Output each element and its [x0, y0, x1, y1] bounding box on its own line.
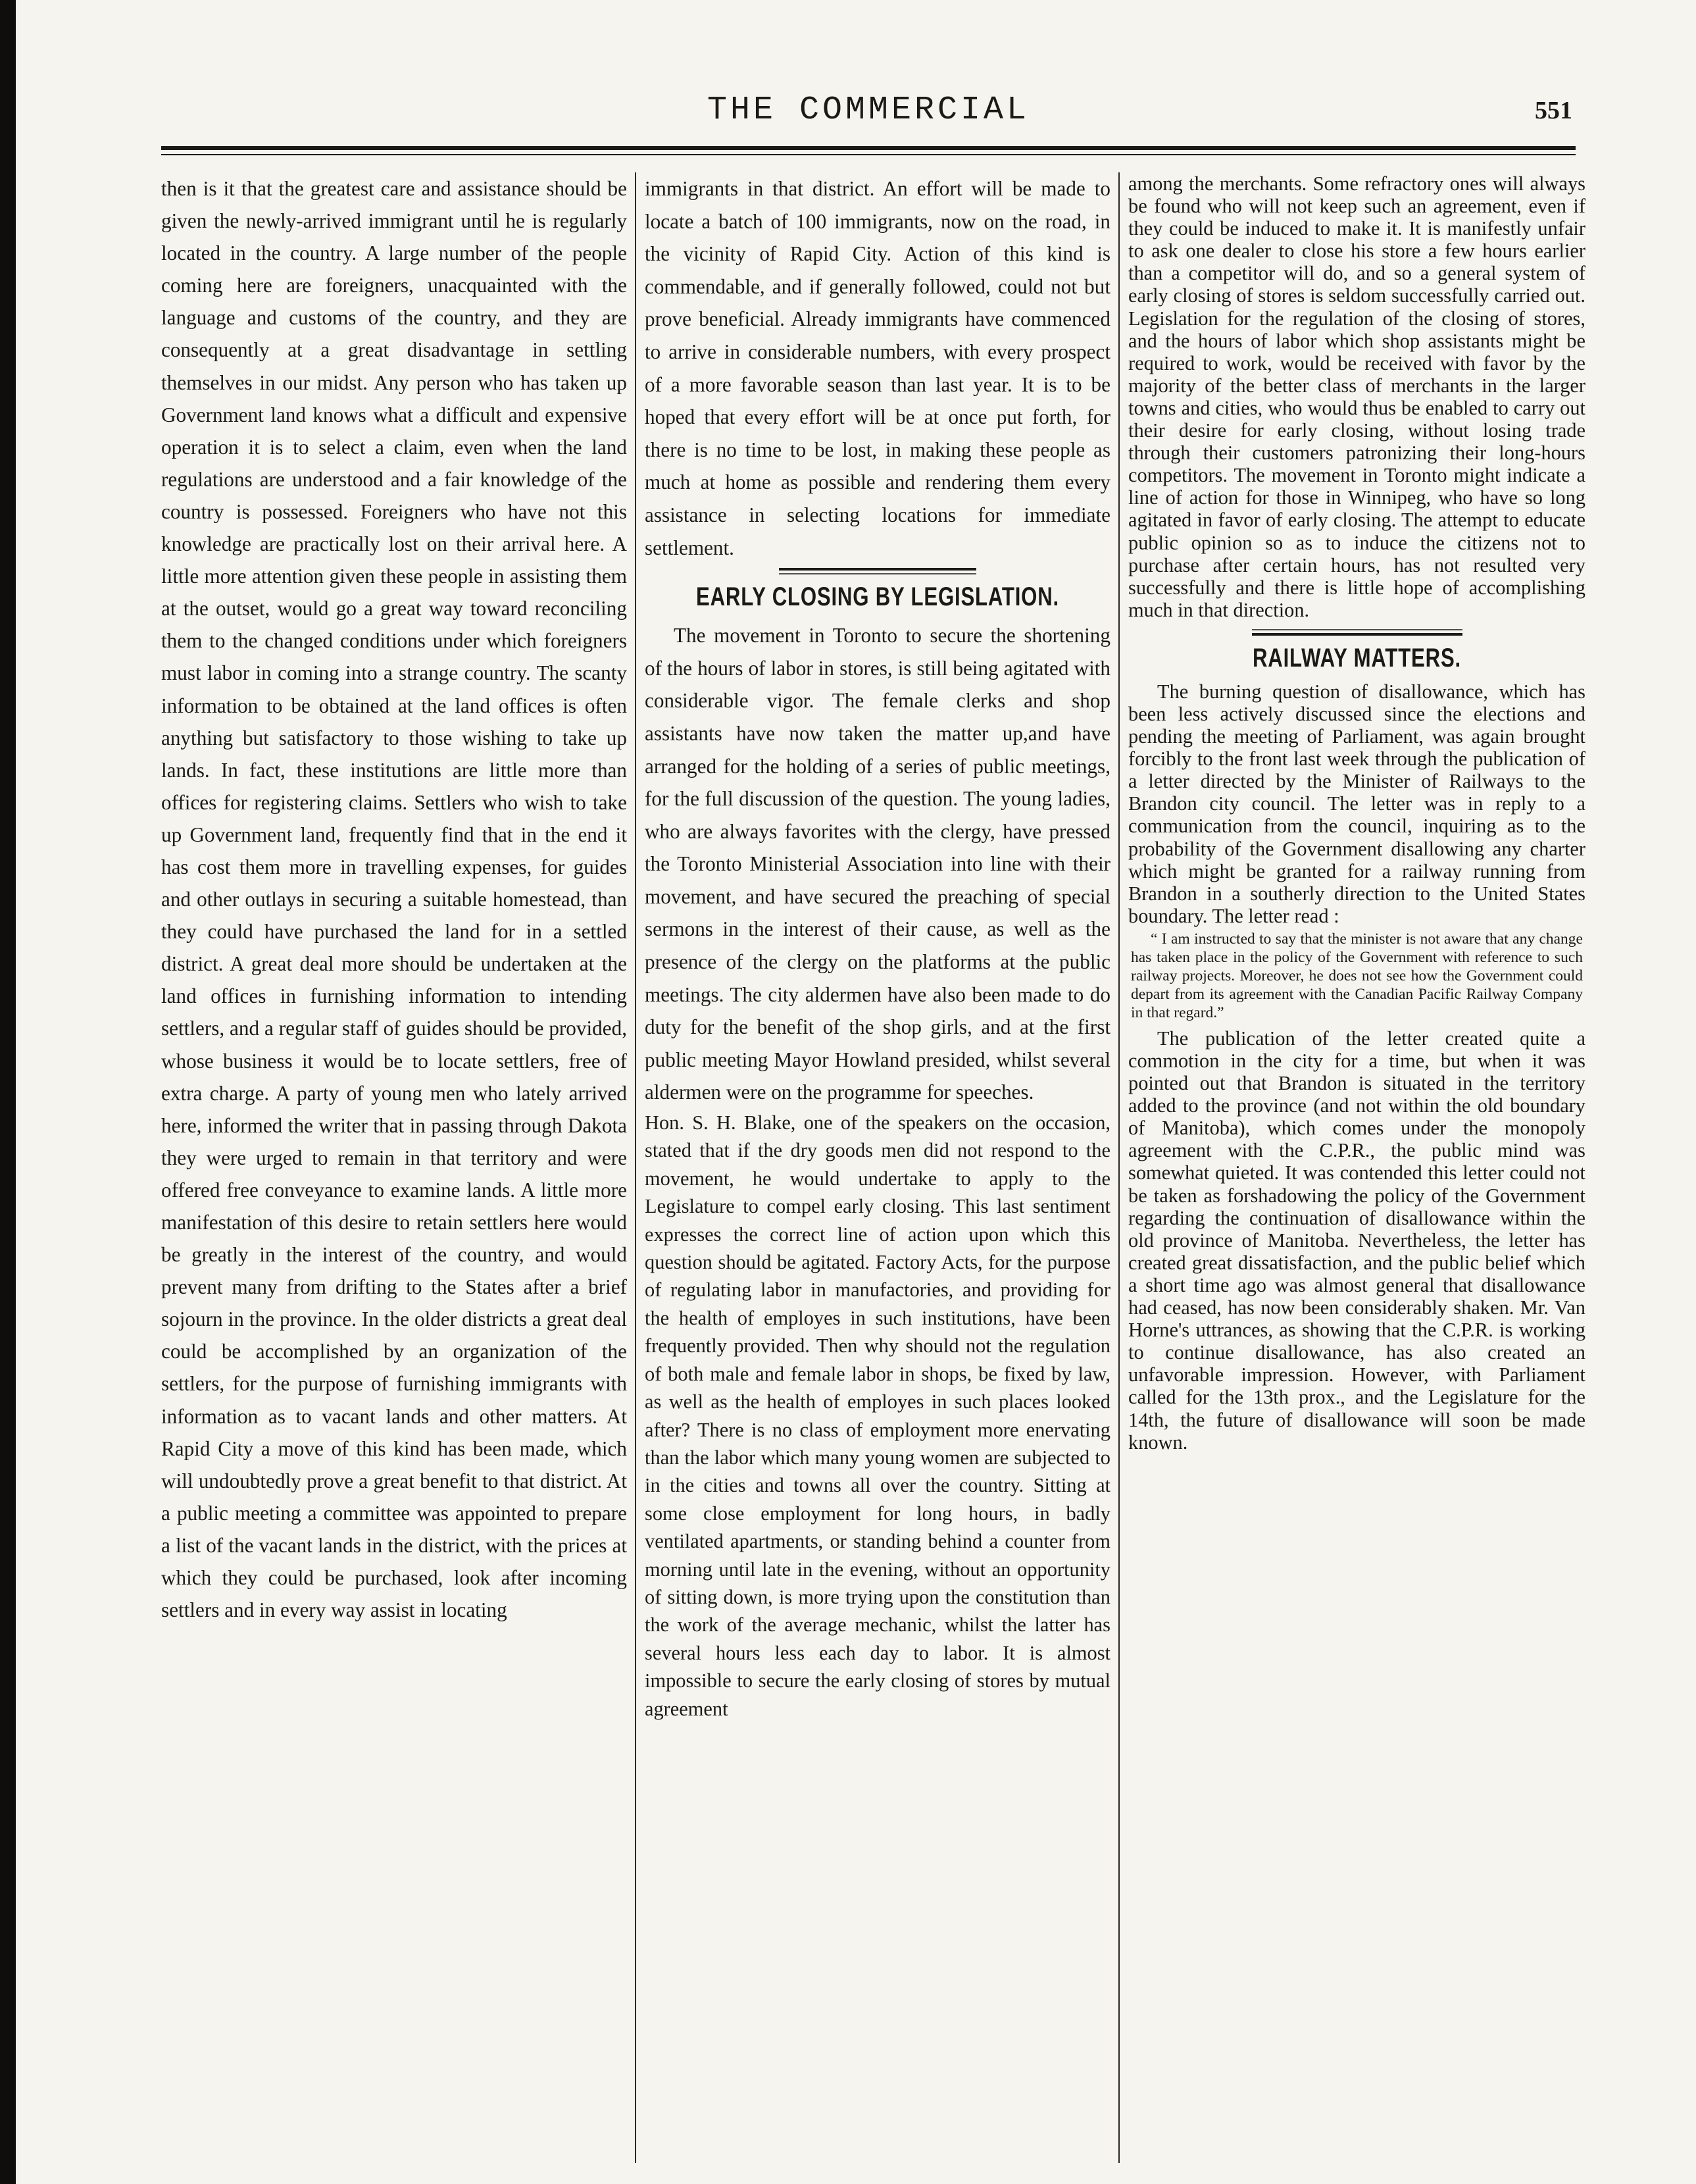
headline-early-closing: EARLY CLOSING BY LEGISLATION.: [696, 582, 1059, 612]
article-text-early-closing: The movement in Toronto to secure the shortening of the hours of labor in stores, is still being agitated with considerable vigor. The female clerks and shop assistants have now taken the matter up,and have arranged for the holding of a series of public meetings, for the full discussion of the question. The young ladies, who are always favorites with the clergy, have pressed the Toronto Ministerial Association into line with their movement, and have secured the preaching of special sermons in the interest of their cause, as well as the presence of the clergy on the platforms at the public meetings. The city aldermen have also been made to do duty for the benefit of the shop girls, and at the first public meeting Mayor Howland presided, whilst several aldermen were on the programme for speeches.: [645, 624, 1110, 1104]
article-text-early-closing-continued: Hon. S. H. Blake, one of the speakers on the occasion, stated that if the dry goods men did not respond to the movement, he would undertake to apply to the Legislature to compel early closing. This last sentiment expresses the correct line of action upon which this question should be agitated. Factory Acts, for the purpose of regulating labor in manufactories, and providing for the health of employes in such institutions, have been frequently provided. Then why should not the regulation of both male and female labor in shops, be fixed by law, as well as the health of employes in such places looked after? There is no class of employment more enervating than the labor which many young women are subjected to in the cities and towns all over the country. Sitting at some close employment for long hours, in badly ventilated apartments, or standing behind a counter from morning until late in the evening, without an opportunity of sitting down, is more trying upon the constitution than the work of the average mechanic, whilst the latter has several hours less each day to labor. It is almost impossible to secure the early closing of stores by mutual agreement: [645, 1111, 1110, 1720]
article-text-railway: The burning question of disallowance, which has been less actively discussed since the elections and pending the meeting of Parliament, was again brought forcibly to the front last week through the publication of a letter directed by the Minister of Railways to the Brandon city council. The letter was in reply to a communication from the council, inquiring as to the probability of the Government disallowing any charter which might be granted for a railway running from Brandon in a southerly direction to the United States boundary. The letter read :: [1128, 680, 1585, 927]
article-text: then is it that the greatest care and assistance should be given the newly-arrived immigrant until he is regularly located in the country. A large number of the people coming here are foreigners, unacquainted with the language and customs of the country, and they are consequently at a great disadvantage in settling themselves in our midst. Any person who has taken up Government land knows what a difficult and expensive operation it is to select a claim, even when the land regulations are understood and a fair knowledge of the country is possessed. Foreigners who have not this knowledge are practically lost on their arrival here. A little more attention given these people in assisting them at the outset, would go a great way toward reconciling them to the changed conditions under which foreigners must labor in coming into a strange country. The scanty information to be obtained at the land offices is often anything but satisfactory to those wishing to take up lands. In fact, these institutions are little more than offices for registering claims. Settlers who wish to take up Government land, frequently find that in the end it has cost them more in travelling expenses, for guides and other outlays in securing a suitable homestead, than they could have purchased the land for in a settled district. A great deal more should be undertaken at the land offices in furnishing information to intending settlers, and a regular staff of guides should be provided, whose business it would be to locate settlers, free of extra charge. A party of young men who lately arrived here, informed the writer that in passing through Dakota they were urged to remain in that territory and were offered free conveyance to examine lands. A little more manifestation of this desire to retain settlers here would be greatly in the interest of the country, and would prevent many from drifting to the States after a brief sojourn in the province. In the older districts a great deal could be accomplished by an organization of the settlers, for the purpose of furnishing immigrants with information as to vacant lands and other matters. At Rapid City a move of this kind has been made, which will undoubtedly prove a great benefit to that district. At a public meeting a committee was appointed to prepare a list of the vacant lands in the district, with the prices at which they could be purchased, look after incoming settlers and in every way assist in locating: [161, 177, 627, 1622]
headline-rule: [1252, 625, 1462, 638]
column-divider-1: [635, 172, 636, 2163]
article-column-3: [1128, 172, 1585, 2160]
article-text-early-closing-end: among the merchants. Some refractory ones will always be found who will not keep such an agreement, even if they could be induced to make it. It is manifestly unfair to ask one dealer to close his store a few hours earlier than a competitor will do, and so a general system of early closing of stores is seldom successfully carried out. Legislation for the regulation of the closing of stores, and the hours of labor which shop assistants might be required to work, would be received with favor by the majority of the better class of merchants in the larger towns and cities, who would thus be enabled to carry out their desire for early closing, without losing trade through their customers patronizing their long-hours competitors. The movement in Toronto might indicate a line of action for those in Winnipeg, who have so long agitated in favor of early closing. The attempt to educate public opinion so as to induce the citizens not to purchase after certain hours, has not resulted very successfully and there is little hope of accomplishing much in that direction.: [1128, 172, 1585, 621]
article-column-2: [645, 172, 1110, 2160]
quoted-letter: “ I am instructed to say that the minister is not aware that any change has taken place in the policy of the Government with reference to such railway projects. Moreover, he does not see how the Government could depart from its agreement with the Canadian Pacific Railway Company in that regard.”: [1131, 930, 1583, 1021]
article-column-1: [161, 172, 627, 2160]
column-divider-2: [1118, 172, 1120, 2163]
article-text-railway-continued: The publication of the letter created quite a commotion in the city for a time, but when it was pointed out that Brandon is situated in the territory added to the province (and not within the old boundary of Manitoba), which comes under the monopoly agreement with the C.P.R., the public mind was somewhat quieted. It was contended this letter could not be taken as forshadowing the policy of the Government regarding the continuation of disallowance within the old province of Manitoba. Nevertheless, the letter has created great dissatisfaction, and the public belief which a short time ago was almost general that disallowance had ceased, has now been considerably shaken. Mr. Van Horne's uttrances, as showing that the C.P.R. is working to continue disallowance, has also created an unfavorable impression. However, with Parliament called for the 13th prox., and the Legislature for the 14th, the future of disallowance will soon be made known.: [1128, 1027, 1585, 1454]
page-binding-edge: [0, 0, 16, 2184]
header-rule: [161, 146, 1576, 150]
page-header: [164, 91, 1572, 130]
headline-railway-matters: RAILWAY MATTERS.: [1252, 643, 1461, 673]
header-rule-thin: [161, 154, 1576, 155]
masthead: THE COMMERCIAL: [707, 91, 1030, 129]
article-text-continued: immigrants in that district. An effort will be made to locate a batch of 100 immigrants, now on the road, in the vicinity of Rapid City. Action of this kind is commendable, and if generally followed, could not but prove beneficial. Already immigrants have commenced to arrive in considerable numbers, with every prospect of a more favorable season than last year. It is to be hoped that every effort will be at once put forth, for there is no time to be lost, in making these people as much at home as possible and rendering them every assistance in selecting locations for immediate settlement.: [645, 177, 1110, 559]
headline-rule: [779, 564, 976, 577]
page-number: 551: [1535, 97, 1572, 124]
